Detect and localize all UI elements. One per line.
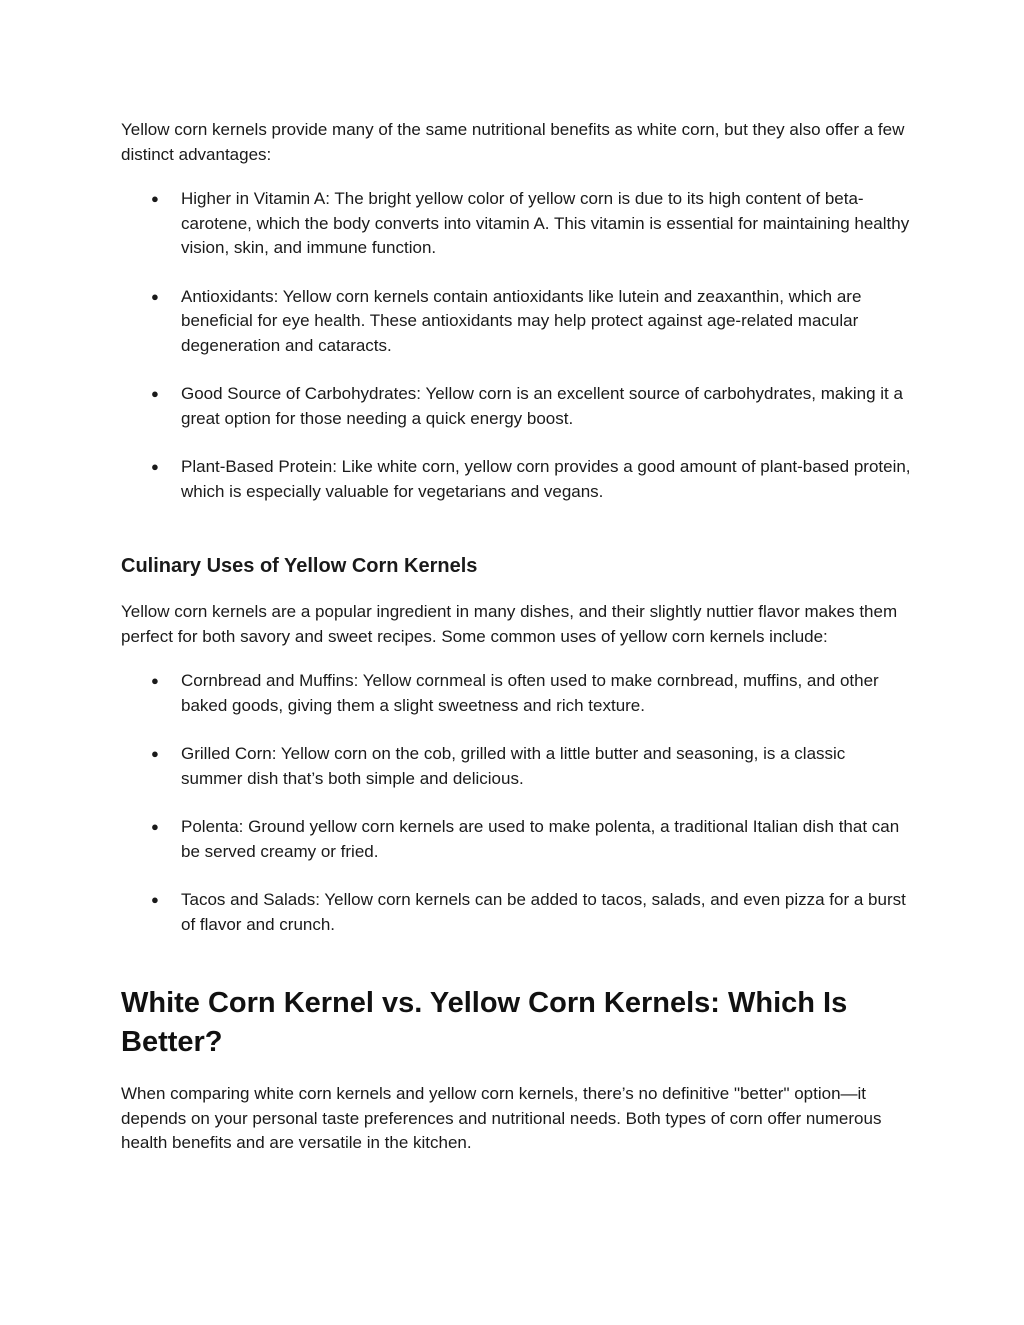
comparison-paragraph: When comparing white corn kernels and yellow corn kernels, there’s no definitive "better" option—it depends on your personal taste preferences and nutritional needs. Both types of corn offer numerous health benefits and are versatile in the kitchen. (121, 1084, 882, 1152)
list-item-text: Grilled Corn: Yellow corn on the cob, grilled with a little butter and seasoning, is a classic summer dish that’s both simple and delicious. (181, 744, 846, 788)
comparison-heading: White Corn Kernel vs. Yellow Corn Kernels: Which Is Better? (121, 987, 848, 1058)
list-item-text: Tacos and Salads: Yellow corn kernels can be added to tacos, salads, and even pizza for a burst of flavor and crunch. (181, 890, 906, 934)
list-item (121, 669, 911, 718)
document-page (121, 118, 911, 1156)
bullet-icon: ● (151, 673, 159, 688)
list-item (121, 187, 911, 261)
intro-paragraph: Yellow corn kernels provide many of the same nutritional benefits as white corn, but they also offer a few distinct advantages: (121, 120, 905, 164)
section-heading: Culinary Uses of Yellow Corn Kernels (121, 555, 478, 577)
culinary-intro-paragraph: Yellow corn kernels are a popular ingredient in many dishes, and their slightly nuttier flavor makes them perfect for both savory and sweet recipes. Some common uses of yellow corn kernels include: (121, 602, 898, 646)
bullet-icon: ● (151, 191, 159, 206)
list-item (121, 815, 911, 864)
list-item (121, 382, 911, 431)
list-item (121, 285, 911, 359)
bullet-icon: ● (151, 746, 159, 761)
bullet-icon: ● (151, 386, 159, 401)
list-item-text: Polenta: Ground yellow corn kernels are used to make polenta, a traditional Italian dish that can be served creamy or fried. (181, 817, 900, 861)
list-item-text: Cornbread and Muffins: Yellow cornmeal is often used to make cornbread, muffins, and other baked goods, giving them a slight sweetness and rich texture. (181, 671, 879, 715)
bullet-icon: ● (151, 288, 159, 304)
list-item (121, 742, 911, 791)
list-item-text: Good Source of Carbohydrates: Yellow corn is an excellent source of carbohydrates, making it a great option for those needing a quick energy boost. (181, 384, 903, 428)
list-item-text: Higher in Vitamin A: The bright yellow color of yellow corn is due to its high content of beta-carotene, which the body converts into vitamin A. This vitamin is essential for maintaining healthy vision, skin, and immune function. (181, 189, 910, 257)
list-item (121, 888, 911, 937)
bullet-icon: ● (151, 892, 159, 907)
bullet-icon: ● (151, 819, 159, 834)
list-item-text: Plant-Based Protein: Like white corn, yellow corn provides a good amount of plant-based protein, which is especially valuable for vegetarians and vegans. (181, 457, 911, 501)
list-item (121, 455, 911, 504)
bullet-icon: ● (151, 459, 159, 474)
culinary-uses-list (121, 669, 911, 937)
list-item-text: Antioxidants: Yellow corn kernels contain antioxidants like lutein and zeaxanthin, which are beneficial for eye health. These antioxidants may help protect against age-related macular degeneration and cataracts. (181, 286, 862, 355)
benefits-list (121, 187, 911, 504)
